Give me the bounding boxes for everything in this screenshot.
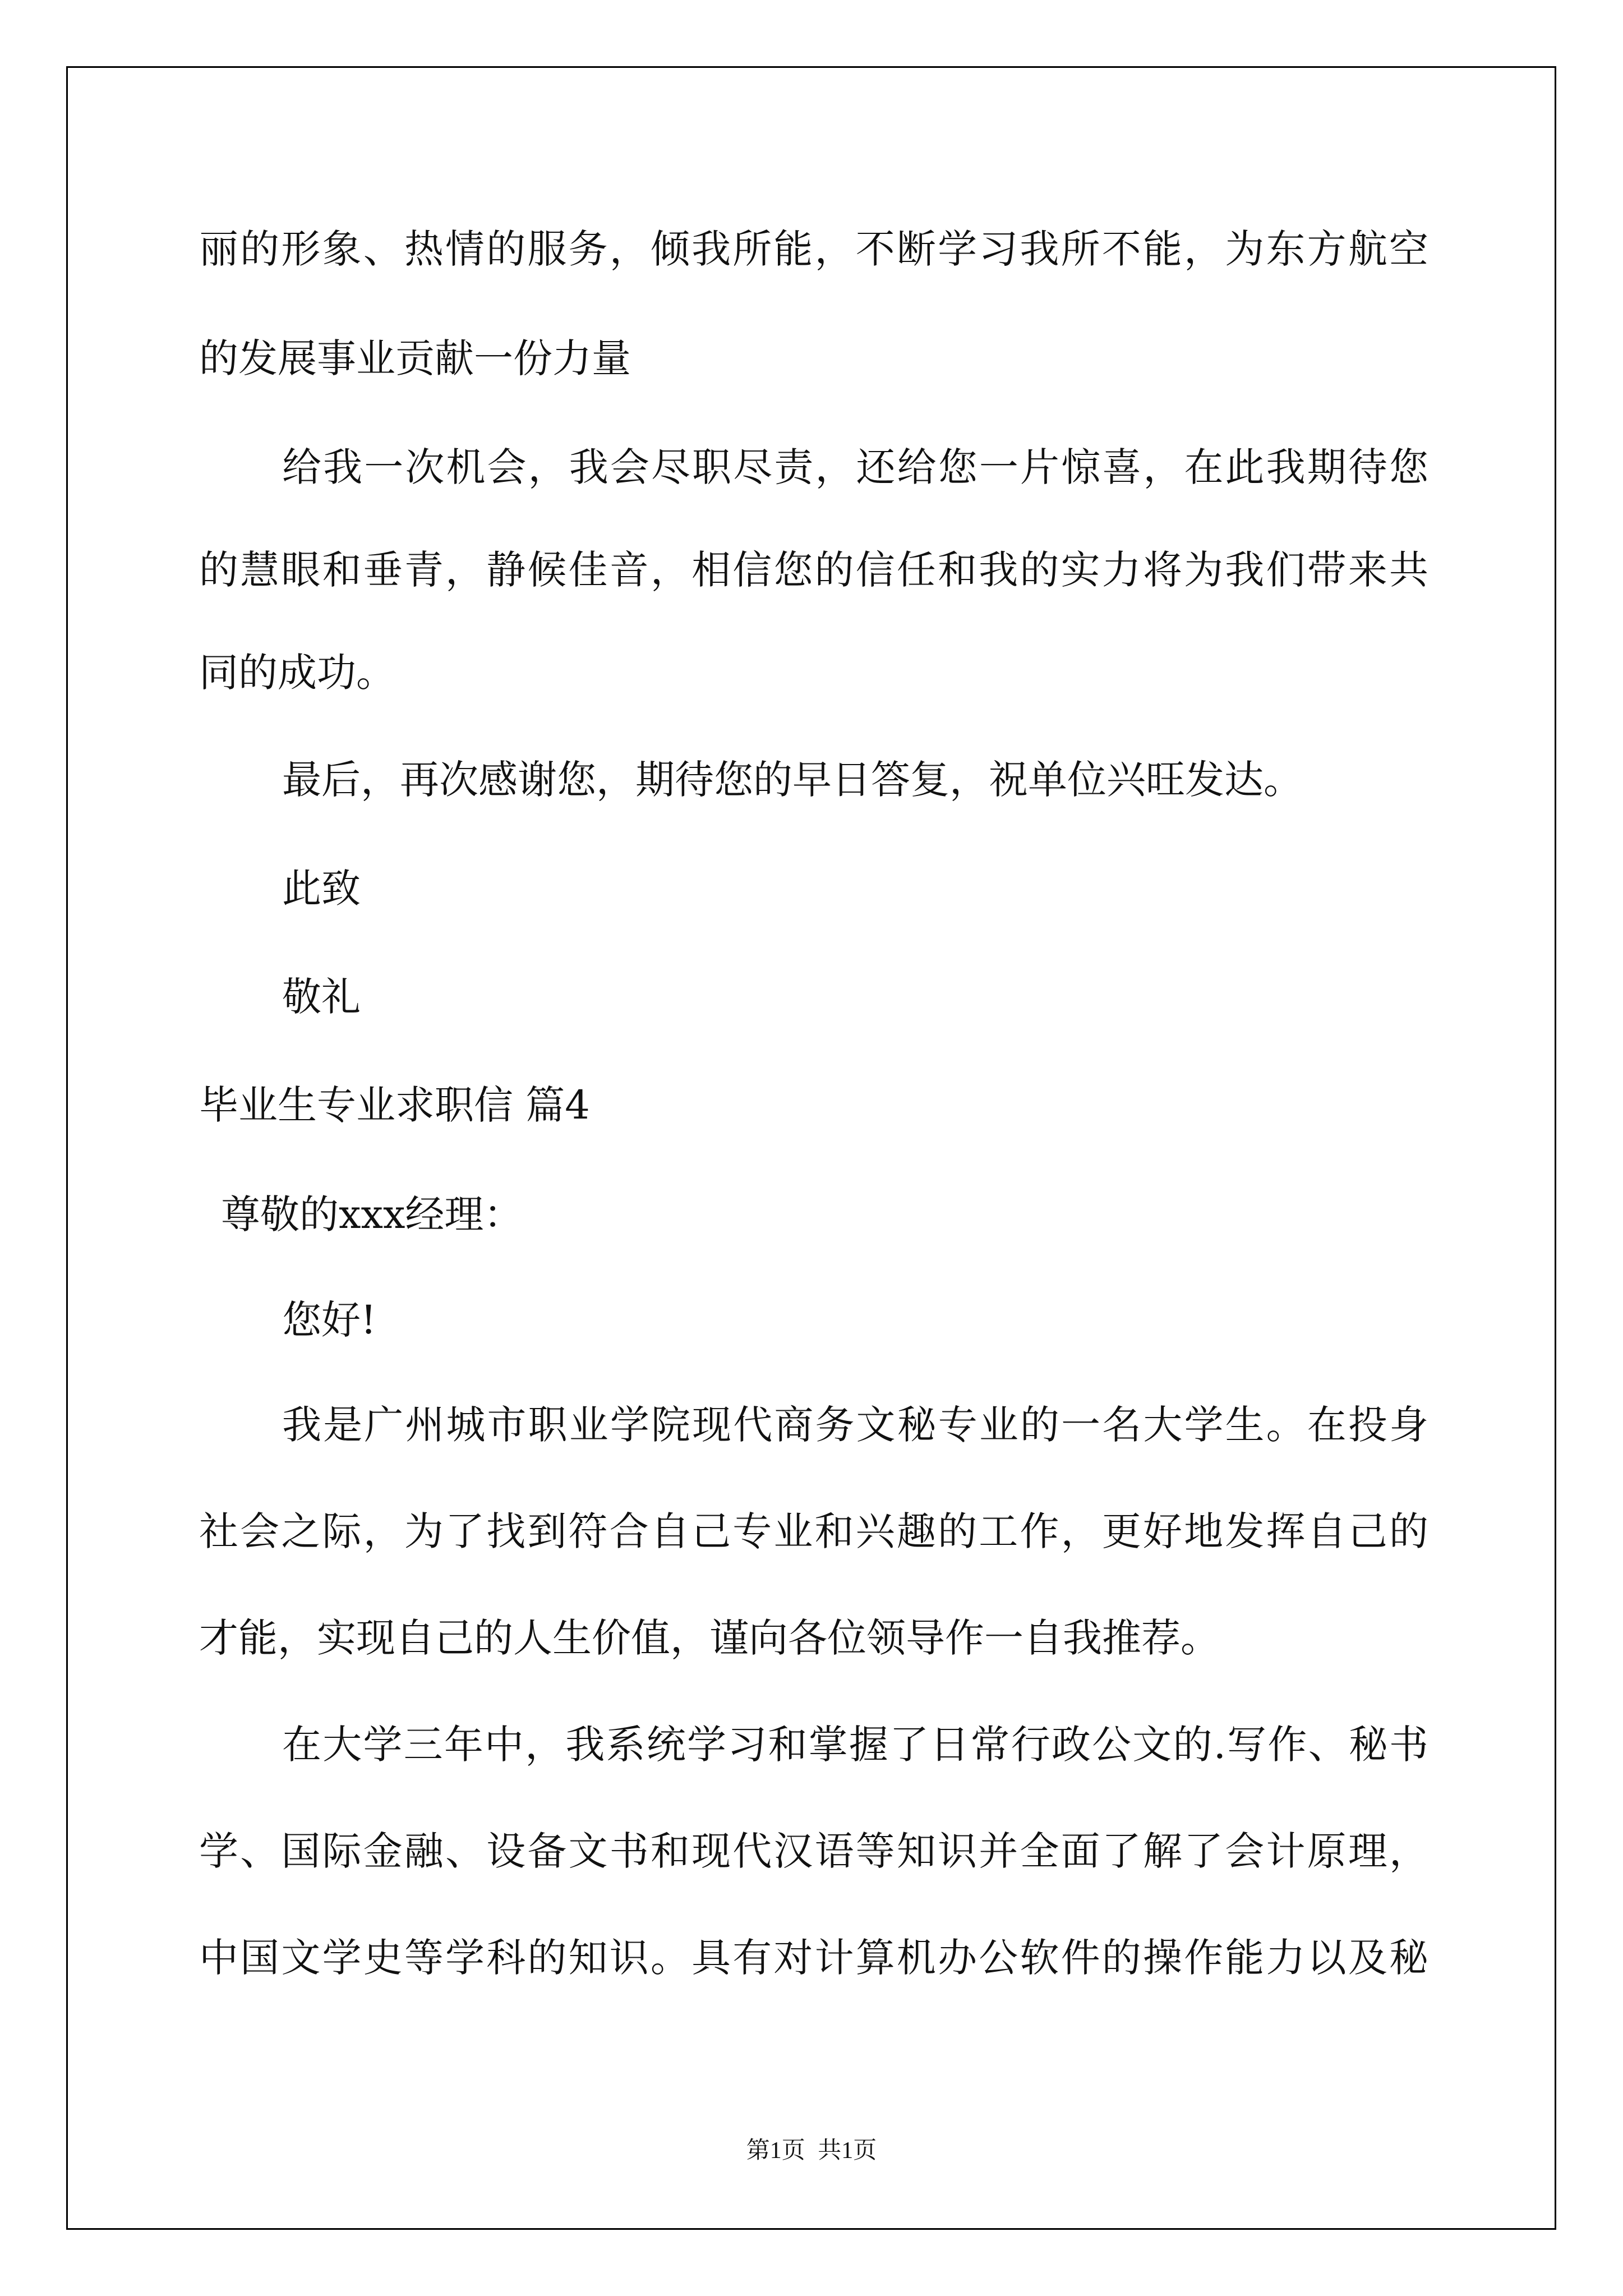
body-line-7: 我是广州城市职业学院现代商务文秘专业的一名大学生。在投身 bbox=[282, 1402, 1428, 1448]
body-line-3: 给我一次机会，我会尽职尽责，还给您一片惊喜，在此我期待您 bbox=[282, 444, 1428, 490]
page-border bbox=[66, 66, 1556, 2230]
body-line-11: 学、国际金融、设备文书和现代汉语等知识并全面了解了会计原理， bbox=[199, 1828, 1428, 1874]
salutation: 尊敬的xxx经理： bbox=[221, 1191, 523, 1237]
section-heading: 毕业生专业求职信 篇4 bbox=[199, 1082, 590, 1128]
body-line-6: 最后，再次感谢您，期待您的早日答复，祝单位兴旺发达。 bbox=[282, 757, 1303, 803]
body-line-8: 社会之际，为了找到符合自己专业和兴趣的工作，更好地发挥自己的 bbox=[199, 1508, 1428, 1554]
closing-phrase-ci-zhi: 此致 bbox=[282, 866, 361, 912]
body-line-2: 的发展事业贡献一份力量 bbox=[199, 335, 631, 381]
page-footer: 第1页 共1页 bbox=[746, 2138, 877, 2164]
body-line-4: 的慧眼和垂青，静候佳音，相信您的信任和我的实力将为我们带来共 bbox=[199, 547, 1428, 593]
body-line-9: 才能，实现自己的人生价值，谨向各位领导作一自我推荐。 bbox=[199, 1615, 1220, 1661]
body-line-12: 中国文学史等学科的知识。具有对计算机办公软件的操作能力以及秘 bbox=[199, 1935, 1428, 1981]
body-line-1: 丽的形象、热情的服务，倾我所能，不断学习我所不能，为东方航空 bbox=[199, 226, 1428, 272]
closing-phrase-jing-li: 敬礼 bbox=[282, 974, 361, 1020]
body-line-10: 在大学三年中，我系统学习和掌握了日常行政公文的.写作、秘书 bbox=[282, 1722, 1428, 1768]
body-line-5: 同的成功。 bbox=[199, 650, 395, 696]
greeting: 您好! bbox=[282, 1297, 377, 1343]
